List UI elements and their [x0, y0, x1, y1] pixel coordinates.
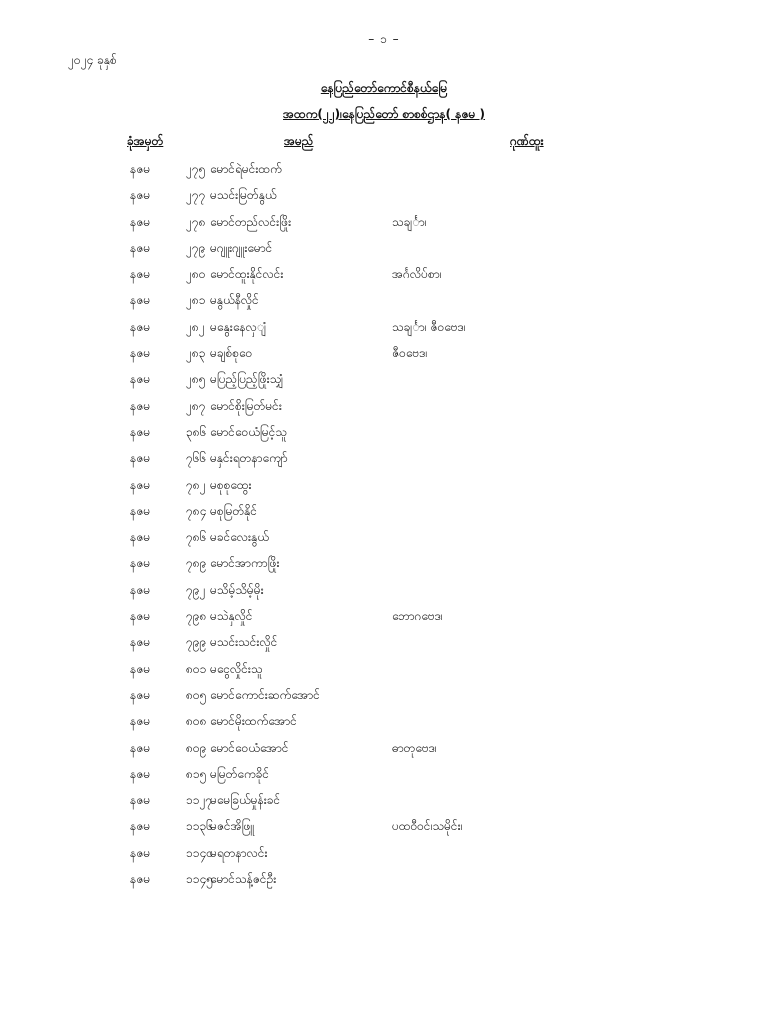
exam-code: နဇမ: [130, 556, 151, 571]
exam-code: နဇမ: [130, 714, 151, 729]
student-name: မောင်ဝေယံအောင်: [210, 740, 289, 755]
roll-number: ၂၇၉: [186, 240, 206, 255]
result-row: [0, 685, 768, 711]
roll-number: ၂၈၂: [186, 319, 205, 334]
roll-number: ၇၈၄: [186, 503, 207, 518]
exam-code: နဇမ: [130, 793, 151, 808]
roll-number: ၂၈၃: [186, 346, 206, 361]
roll-number: ၂၇၅: [186, 162, 206, 176]
distinction: ဓာတုဗေဒ၊: [392, 740, 437, 755]
student-name: မောင်တည်လင်းဖြိုး: [210, 214, 292, 229]
exam-code: နဇမ: [130, 214, 151, 229]
result-row: [0, 580, 768, 606]
exam-code: နဇမ: [130, 188, 151, 203]
roll-number: ၈၀၅: [186, 687, 207, 702]
roll-number: ၂၈၁: [186, 293, 206, 308]
result-row: [0, 343, 768, 369]
distinction: ဘောဂဗေဒ၊: [392, 609, 443, 624]
exam-code: နဇမ: [130, 162, 151, 176]
roll-number: ၂၇၈: [186, 214, 206, 229]
student-name: မောင်ကောင်းဆက်အောင်: [210, 687, 320, 702]
exam-code: နဇမ: [130, 424, 151, 439]
exam-code: နဇမ: [130, 372, 151, 387]
result-row: [0, 369, 768, 395]
roll-number: ၁၁၂၇: [186, 793, 213, 808]
exam-code: နဇမ: [130, 240, 151, 255]
result-row: [0, 501, 768, 527]
result-row: [0, 553, 768, 579]
column-header-name: အမည်: [284, 134, 314, 148]
result-row: [0, 185, 768, 211]
results-list: [0, 159, 768, 895]
column-header-distinction: ဂုဏ်ထူး: [510, 134, 544, 148]
result-row: [0, 317, 768, 343]
roll-number: ၇၈၆: [186, 530, 207, 545]
student-name: မောင်ရဲမင်းထက်: [210, 162, 282, 176]
exam-code: နဇမ: [130, 609, 151, 624]
result-row: [0, 238, 768, 264]
roll-number: ၇၈၉: [186, 556, 207, 571]
student-name: မောင်ဝေယံမြင့်သူ: [210, 424, 287, 439]
result-row: [0, 869, 768, 895]
exam-code: နဇမ: [130, 503, 151, 518]
student-name: မနွယ်နီလှိုင်: [210, 293, 259, 308]
page-number: – ၁ –: [368, 32, 400, 46]
roll-number: ၂၈၅: [186, 372, 206, 387]
student-name: မသိမ့်သိမ့်မိုး: [210, 582, 264, 597]
student-name: မမြတ်ကေခိုင်: [210, 766, 270, 781]
exam-code: နဇမ: [130, 740, 151, 755]
exam-code: နဇမ: [130, 845, 151, 860]
result-row: [0, 843, 768, 869]
result-row: [0, 816, 768, 842]
distinction: သချင်္ာ၊ ဇီဝဗေဒ၊: [392, 319, 466, 334]
exam-code: နဇမ: [130, 872, 151, 887]
roll-number: ၇၉၈: [186, 609, 207, 624]
result-row: [0, 738, 768, 764]
result-row: [0, 264, 768, 290]
roll-number: ၁၁၄၅: [186, 872, 213, 887]
result-row: [0, 290, 768, 316]
roll-number: ၂၇၇: [186, 188, 206, 203]
result-row: [0, 475, 768, 501]
student-name: မသဲနှလှိုင်: [210, 609, 253, 624]
roll-number: ၂၈၇: [186, 398, 206, 413]
result-row: [0, 422, 768, 448]
exam-code: နဇမ: [130, 819, 151, 834]
student-name: မချစ်စုဝေ: [210, 346, 253, 361]
exam-code: နဇမ: [130, 635, 151, 650]
roll-number: ၇၈၂: [186, 477, 206, 492]
result-row: [0, 159, 768, 185]
document-subtitle: အထက(၂၂)၊နေပြည်တော် စာစစ်ဌာန( နဇမ ): [282, 107, 486, 121]
exam-code: နဇမ: [130, 582, 151, 597]
exam-code: နဇမ: [130, 661, 151, 676]
student-name: မောင်ထူးနိုင်လင်း: [210, 267, 284, 282]
student-name: မသင်းသင်းလှိုင်: [210, 635, 278, 650]
exam-code: နဇမ: [130, 766, 151, 781]
result-row: [0, 632, 768, 658]
distinction: သချင်္ာ၊: [392, 214, 427, 229]
distinction: ဇီဝဗေဒ၊: [392, 346, 428, 361]
student-name: မနွေးနေလှျံ: [210, 319, 267, 334]
student-name: မမေခြယ်မှုန်းခင်: [210, 793, 281, 808]
student-name: မခင်လေးနွယ်: [210, 530, 269, 545]
roll-number: ၈၀၈: [186, 714, 207, 729]
roll-number: ၇၉၂: [186, 582, 206, 597]
student-name: မနှင်းရတနာကျော်: [210, 451, 288, 466]
result-row: [0, 764, 768, 790]
result-row: [0, 212, 768, 238]
student-name: မဂျူးဂျူးမောင်: [210, 240, 273, 255]
result-row: [0, 659, 768, 685]
roll-number: ၂၈၀: [186, 267, 206, 282]
student-name: မောင်သန့်ဇင်ဦး: [210, 872, 277, 887]
column-header-code: ခုံအမှတ်: [127, 134, 164, 148]
roll-number: ၈၀၉: [186, 740, 207, 755]
student-name: မောင်စိုးမြတ်မင်း: [210, 398, 282, 413]
student-name: မသင်းမြတ်နွယ်: [210, 188, 277, 203]
distinction: ပထဝီဝင်၊သမိုင်း၊: [392, 819, 463, 834]
exam-code: နဇမ: [130, 319, 151, 334]
student-name: မောင်အာကာဖြိုး: [210, 556, 280, 571]
distinction: အင်္ဂလိပ်စာ၊: [392, 267, 442, 282]
roll-number: ၇၉၉: [186, 635, 207, 650]
year-label: ၂၀၂၄ ခုနှစ်: [68, 53, 117, 67]
result-row: [0, 448, 768, 474]
roll-number: ၁၁၄၀: [186, 845, 213, 860]
result-row: [0, 396, 768, 422]
roll-number: ၇၆၆: [186, 451, 207, 466]
student-name: မစုစုထွေး: [210, 477, 252, 492]
exam-code: နဇမ: [130, 687, 151, 702]
result-row: [0, 711, 768, 737]
result-row: [0, 606, 768, 632]
student-name: မစုမြတ်နိုင်: [210, 503, 258, 518]
roll-number: ၈၁၅: [186, 766, 207, 781]
exam-code: နဇမ: [130, 530, 151, 545]
exam-code: နဇမ: [130, 398, 151, 413]
student-name: မရတနာလင်း: [210, 845, 268, 860]
student-name: မငွေလှိုင်းသူ: [210, 661, 263, 676]
result-row: [0, 790, 768, 816]
result-row: [0, 527, 768, 553]
exam-code: နဇမ: [130, 267, 151, 282]
student-name: မပြည့်ပြည့်ဖြိုးသျှံ: [210, 372, 284, 387]
exam-code: နဇမ: [130, 477, 151, 492]
roll-number: ၈၀၁: [186, 661, 207, 676]
exam-code: နဇမ: [130, 451, 151, 466]
exam-code: နဇမ: [130, 346, 151, 361]
exam-code: နဇမ: [130, 293, 151, 308]
document-title: နေပြည်တော်ကောင်စီနယ်မြေ: [320, 81, 448, 95]
student-name: မဇင်အိဖြူ: [210, 819, 254, 834]
roll-number: ၃၈၆: [186, 424, 207, 439]
roll-number: ၁၁၃၆: [186, 819, 213, 834]
student-name: မောင်မိုးထက်အောင်: [210, 714, 297, 729]
